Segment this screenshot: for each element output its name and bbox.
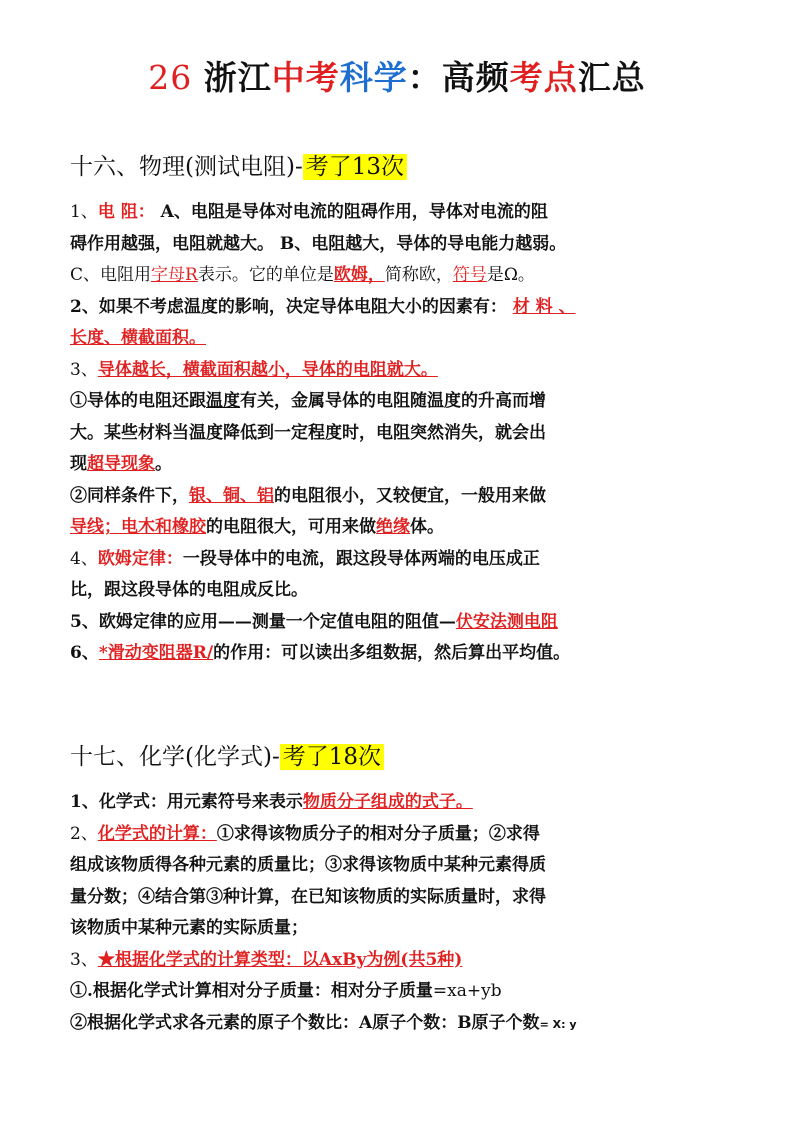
text: 有关，金属导体的电阻随温度的升高而增 <box>240 391 546 411</box>
section-17-body <box>70 787 742 1040</box>
text-line <box>70 638 742 670</box>
section-17-heading <box>70 738 384 771</box>
text: 1、化学式：用元素符号来表示 <box>70 792 303 812</box>
text: 2、如果不考虑温度的影响，决定导体电阻大小的因素有： <box>70 296 507 317</box>
term-temperature: 温度 <box>206 391 240 411</box>
text-line <box>70 418 742 450</box>
section-17-badge: 考了18次 <box>280 744 384 770</box>
formula-ratio: = X: y <box>539 1017 577 1031</box>
text-line <box>70 819 742 851</box>
term-ohm: 欧姆， <box>333 265 385 285</box>
text: ①.根据化学式计算相对分子质量：相对分子质量 <box>70 981 433 1001</box>
text-line <box>70 850 742 882</box>
section-16-heading <box>70 148 407 181</box>
text-line <box>70 197 742 229</box>
text: 。 <box>155 454 172 474</box>
line-num: 3、 <box>70 359 98 380</box>
text-line <box>70 882 742 914</box>
text-line <box>70 976 742 1008</box>
term-calculation-types: ★根据化学式的计算类型：以AxBy为例(共5种) <box>97 949 463 970</box>
text-line <box>70 292 742 324</box>
text: 的电阻很小，又较便宜，一般用来做 <box>274 485 546 506</box>
term-superconductivity: 超导现象 <box>87 454 155 474</box>
text: 体。 <box>410 517 444 537</box>
text: 表示。它的单位是 <box>197 265 334 285</box>
title-part-5: 考点 <box>509 58 578 97</box>
text-line <box>70 544 742 576</box>
text: C、电阻用 <box>70 265 152 285</box>
text: ②同样条件下， <box>70 485 189 506</box>
text: 该物质中某种元素的实际质量； <box>70 918 308 938</box>
term-bakelite-rubber: 电木和橡胶 <box>121 517 206 537</box>
text-line <box>70 355 742 387</box>
text-line <box>70 787 742 819</box>
text: 大。某些材料当温度降低到一定程度时，电阻突然消失，就会出 <box>70 422 546 443</box>
term-voltammetry: 伏安法测电阻 <box>455 611 558 632</box>
text: ①导体的电阻还跟 <box>70 391 206 411</box>
rule-longer-thinner: 导体越长，横截面积越小，导体的电阻就大。 <box>97 359 438 380</box>
title-part-4: ：高频 <box>407 58 510 97</box>
line-num: 1、 <box>70 202 98 222</box>
page-title <box>0 52 794 99</box>
text-line <box>70 260 742 292</box>
term-molecular-formula: 物质分子组成的式子。 <box>302 792 473 812</box>
term-length-area: 长度、横截面积。 <box>70 328 206 348</box>
text: ②根据化学式求各元素的原子个数比：A原子个数：B原子个数 <box>70 1012 540 1033</box>
term-wire: 导线； <box>70 517 121 537</box>
title-part-3: 科学 <box>339 58 408 97</box>
text-line <box>70 512 742 544</box>
line-num: 3、 <box>70 949 98 970</box>
text: 一段导体中的电流，跟这段导体两端的电压成正 <box>182 548 540 569</box>
section-17-title: 十七、化学(化学式)- <box>70 744 280 770</box>
text-line <box>70 575 742 607</box>
section-16-title: 十六、物理(测试电阻)- <box>70 154 303 180</box>
text: 5、欧姆定律的应用——测量一个定值电阻的阻值— <box>70 611 456 632</box>
text: 的电阻很大，可用来做 <box>206 517 376 537</box>
title-part-1: 浙江 <box>203 58 272 97</box>
term-silver-copper-aluminum: 银、铜、铝 <box>189 485 274 506</box>
term-formula-calculation: 化学式的计算： <box>97 823 217 844</box>
line-num: 2、 <box>70 823 98 844</box>
title-part-6: 汇总 <box>577 58 646 97</box>
text: 组成该物质得各种元素的质量比；③求得该物质中某种元素得质 <box>70 855 546 875</box>
text-line <box>70 386 742 418</box>
formula-xa-yb: =xa+yb <box>432 981 502 1001</box>
term-material: 材 料 、 <box>512 296 576 317</box>
text: A、电阻是导体对电流的阻碍作用，导体对电流的阻 <box>154 202 548 222</box>
text-line <box>70 323 742 355</box>
line-num: 6、 <box>70 643 99 663</box>
term-rheostat: *滑动变阻器R/ <box>98 643 214 663</box>
text-line <box>70 1008 742 1041</box>
text: 是Ω。 <box>486 265 535 285</box>
line-num: 4、 <box>70 548 98 569</box>
text: 现 <box>70 454 87 474</box>
text-line <box>70 945 742 977</box>
text: 量分数；④结合第③种计算，在已知该物质的实际质量时，求得 <box>70 886 546 907</box>
term-symbol: 符号 <box>452 265 487 285</box>
text: ①求得该物质分子的相对分子质量；②求得 <box>216 823 540 844</box>
section-16-body <box>70 197 742 670</box>
text-line <box>70 481 742 513</box>
term-ohms-law: 欧姆定律： <box>97 548 183 569</box>
term-insulator: 绝缘 <box>376 517 410 537</box>
text-line <box>70 229 742 261</box>
term-resistance: 电 阻： <box>97 202 155 222</box>
text: 碍作用越强，电阻就越大。 B、电阻越大，导体的导电能力越弱。 <box>70 233 567 254</box>
text-line <box>70 449 742 481</box>
title-number: 26 <box>148 58 204 97</box>
text-line <box>70 913 742 945</box>
text: 比，跟这段导体的电阻成反比。 <box>70 580 308 600</box>
section-16-badge: 考了13次 <box>303 154 407 180</box>
term-letter-r: 字母R <box>151 265 198 285</box>
text: 的作用：可以读出多组数据，然后算出平均值。 <box>213 643 571 663</box>
text-line <box>70 607 742 639</box>
title-part-2: 中考 <box>271 58 340 97</box>
text: 简称欧， <box>384 265 453 285</box>
